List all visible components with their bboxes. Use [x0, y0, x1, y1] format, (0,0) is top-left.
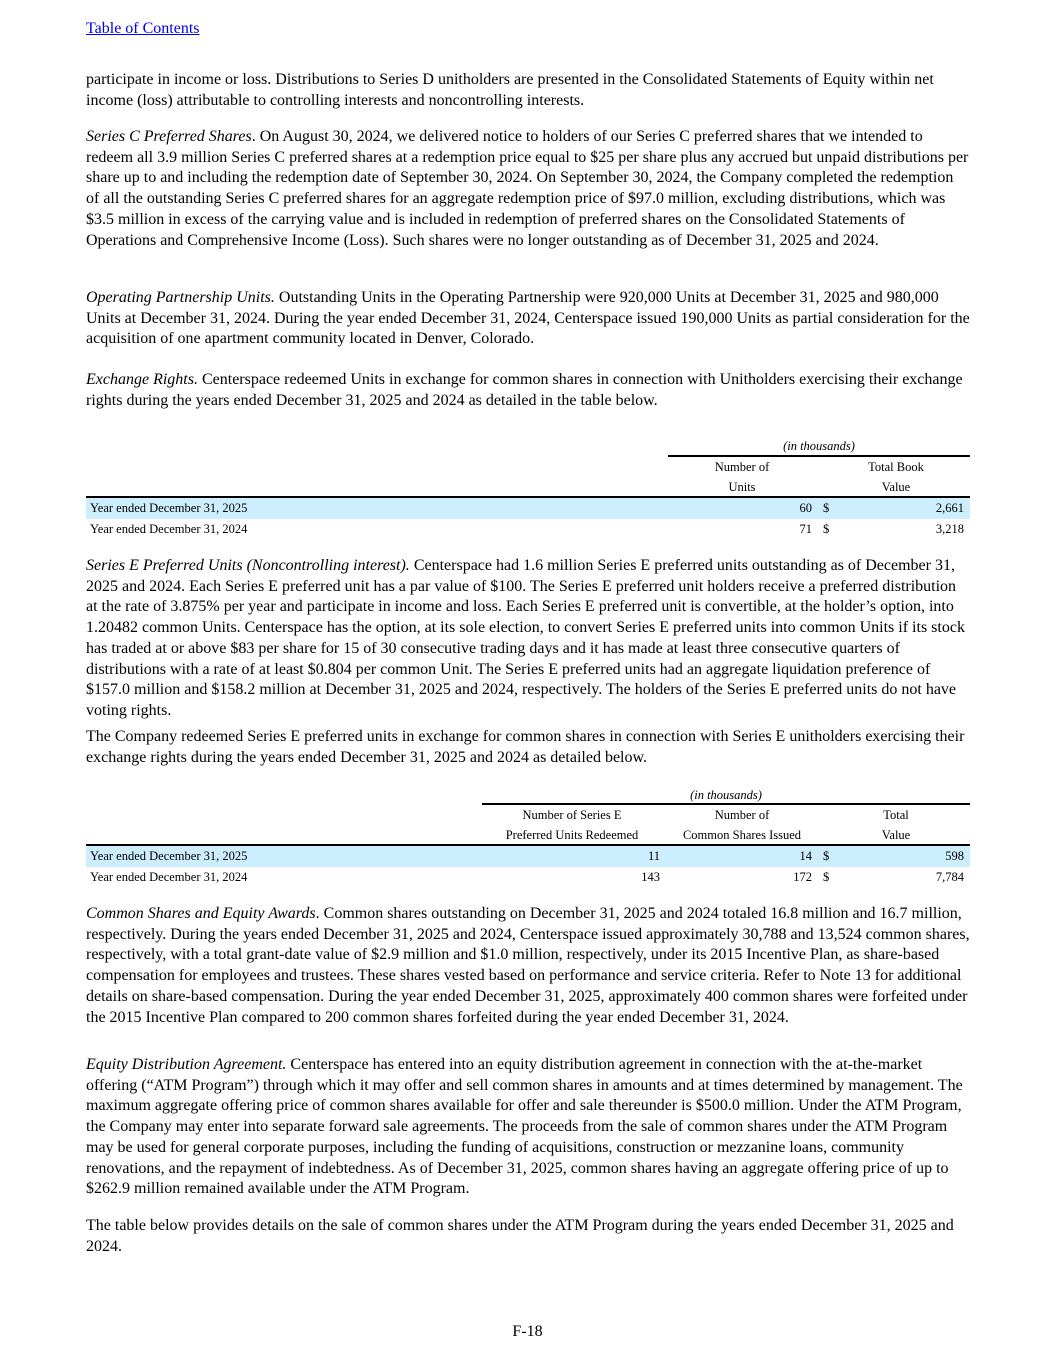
table2-header-common-line1: Number of [714, 808, 770, 822]
row-value: 2,661 [935, 501, 964, 515]
table1-header-units [668, 457, 816, 497]
paragraph-series-c [86, 127, 970, 251]
row-label: Year ended December 31, 2024 [90, 522, 248, 536]
paragraph-equity-distribution [86, 1055, 970, 1200]
table-row [86, 496, 970, 519]
paragraph-operating-partnership-units [86, 288, 970, 350]
table2-header-common [668, 805, 816, 845]
table1-unit-label: (in thousands) [783, 439, 855, 453]
row-preferred: 11 [647, 849, 660, 863]
table-row [86, 519, 970, 540]
table1-header-value-line1: Total Book [868, 460, 924, 474]
op-units-text: Outstanding Units in the Operating Partnership were 920,000 Units at December 31, 2025 and 980,000 Units at December 31, 2024. During the year ended December 31, 2024, Centerspace issued 190,000 Units as partial consideration for the acquisition of one apartment community located in Denver, Colorado. [86, 289, 970, 348]
series-e-text: Centerspace had 1.6 million Series E preferred units outstanding as of December 31, 2025 and 2024. Each Series E preferred unit has a par value of $100. The Series E preferred unit holders receive a preferred distribution at the rate of 3.875% per year and participate in income and loss. Each Series E preferred unit is convertible, at the holder’s option, into 1.20482 common Units. Centerspace has the option, at its sole election, to convert Series E preferred units into common Units if its stock has traded at or above $83 per share for 15 of 30 consecutive trading days and it has made at least three consecutive quarters of distributions with a rate of at least $0.804 per common Unit. The Series E preferred units had an aggregate liquidation preference of $157.0 million and $158.2 million at December 31, 2025 and 2024, respectively. The holders of the Series E preferred units do not have voting rights. [86, 557, 965, 719]
table2-header-value [836, 805, 956, 845]
row-value: 7,784 [935, 870, 964, 884]
row-label: Year ended December 31, 2025 [90, 501, 248, 515]
table-row [86, 844, 970, 867]
table2-header-value-line2: Value [881, 828, 911, 842]
table1-header-units-line1: Number of [714, 460, 770, 474]
table1-header-units-line2: Units [728, 480, 756, 494]
series-e-heading: Series E Preferred Units (Noncontrolling interest). [86, 557, 410, 574]
table2-header-value-line1: Total [883, 808, 909, 822]
row-value: 598 [945, 849, 964, 863]
row-currency: $ [823, 522, 830, 536]
row-value: 3,218 [935, 522, 964, 536]
exchange-rights-text: Centerspace redeemed Units in exchange for common shares in connection with Unitholders exercising their exchange rights during the years ended December 31, 2025 and 2024 as detailed in the table below. [86, 371, 963, 409]
table-of-contents-link[interactable]: Table of Contents [86, 20, 200, 37]
equity-distribution-heading: Equity Distribution Agreement. [86, 1056, 287, 1073]
table-row [86, 867, 970, 888]
exchange-rights-heading: Exchange Rights. [86, 371, 198, 388]
paragraph-company-redeemed: The Company redeemed Series E preferred units in exchange for common shares in connection with Series E unitholders exercising their exchange rights during the years ended December 31, 2025 and 2024 as detailed below. [86, 728, 965, 766]
table1-header-value [836, 457, 956, 497]
row-units: 71 [799, 522, 812, 536]
paragraph-atm-table-intro: The table below provides details on the sale of common shares under the ATM Program during the years ended December 31, 2025 and 2024. [86, 1217, 954, 1255]
series-c-heading: Series C Preferred Shares [86, 128, 252, 145]
row-common: 172 [793, 870, 812, 884]
equity-distribution-text: Centerspace has entered into an equity distribution agreement in connection with the at-the-market offering (“ATM Program”) through which it may offer and sell common shares in amounts and at times determined by management. The maximum aggregate offering price of common shares available for offer and sale thereunder is $500.0 million. Under the ATM Program, the Company may enter into separate forward sale agreements. The proceeds from the sale of common shares under the ATM Program may be used for general corporate purposes, including the funding of acquisitions, construction or mezzanine loans, community renovations, and the repayment of indebtedness. As of December 31, 2025, common shares having an aggregate offering price of up to $262.9 million remained available under the ATM Program. [86, 1056, 963, 1198]
row-label: Year ended December 31, 2024 [90, 870, 248, 884]
row-currency: $ [823, 849, 830, 863]
op-units-heading: Operating Partnership Units. [86, 289, 275, 306]
paragraph-series-d-continuation: participate in income or loss. Distributions to Series D unitholders are presented in the Consolidated Statements of Equity within net income (loss) attributable to controlling interests and noncontrolling interests. [86, 71, 934, 109]
page-number: F-18 [512, 1323, 543, 1340]
paragraph-common-shares [86, 904, 970, 1028]
table2-header-preferred [486, 805, 658, 845]
row-units: 60 [799, 501, 812, 515]
table2-header-preferred-line2: Preferred Units Redeemed [505, 828, 639, 842]
table1-header-value-line2: Value [881, 480, 911, 494]
paragraph-exchange-rights [86, 370, 970, 411]
row-currency: $ [823, 501, 830, 515]
table2-header-common-line2: Common Shares Issued [682, 828, 802, 842]
common-shares-text: . Common shares outstanding on December 31, 2025 and 2024 totaled 16.8 million and 16.7 million, respectively. During the years ended December 31, 2025 and 2024, Centerspace issued approximately 30,788 and 13,524 common shares, respectively, with a total grant-date value of $2.9 million and $1.0 million, respectively, under its 2015 Incentive Plan, as share-based compensation for employees and trustees. These shares vested based on performance and service criteria. Refer to Note 13 for additional details on share-based compensation. During the year ended December 31, 2025, approximately 400 common shares were forfeited under the 2015 Incentive Plan compared to 200 common shares forfeited during the year ended December 31, 2024. [86, 905, 970, 1026]
series-c-text: . On August 30, 2024, we delivered notice to holders of our Series C preferred shares that we intended to redeem all 3.9 million Series C preferred shares at a redemption price equal to $25 per share plus any accrued but unpaid distributions per share up to and including the redemption date of September 30, 2024. On September 30, 2024, the Company completed the redemption of all the outstanding Series C preferred shares for an aggregate redemption price of $97.0 million, excluding distributions, which was $3.5 million in excess of the carrying value and is included in redemption of preferred shares on the Consolidated Statements of Operations and Comprehensive Income (Loss). Such shares were no longer outstanding as of December 31, 2025 and 2024. [86, 128, 969, 249]
row-currency: $ [823, 870, 830, 884]
paragraph-series-e [86, 556, 970, 722]
row-preferred: 143 [641, 870, 660, 884]
exchange-rights-table [86, 437, 970, 541]
table2-header-preferred-line1: Number of Series E [522, 808, 622, 822]
table2-unit-label: (in thousands) [690, 788, 762, 802]
row-common: 14 [799, 849, 812, 863]
common-shares-heading: Common Shares and Equity Awards [86, 905, 316, 922]
series-e-exchange-table [86, 786, 970, 890]
row-label: Year ended December 31, 2025 [90, 849, 248, 863]
